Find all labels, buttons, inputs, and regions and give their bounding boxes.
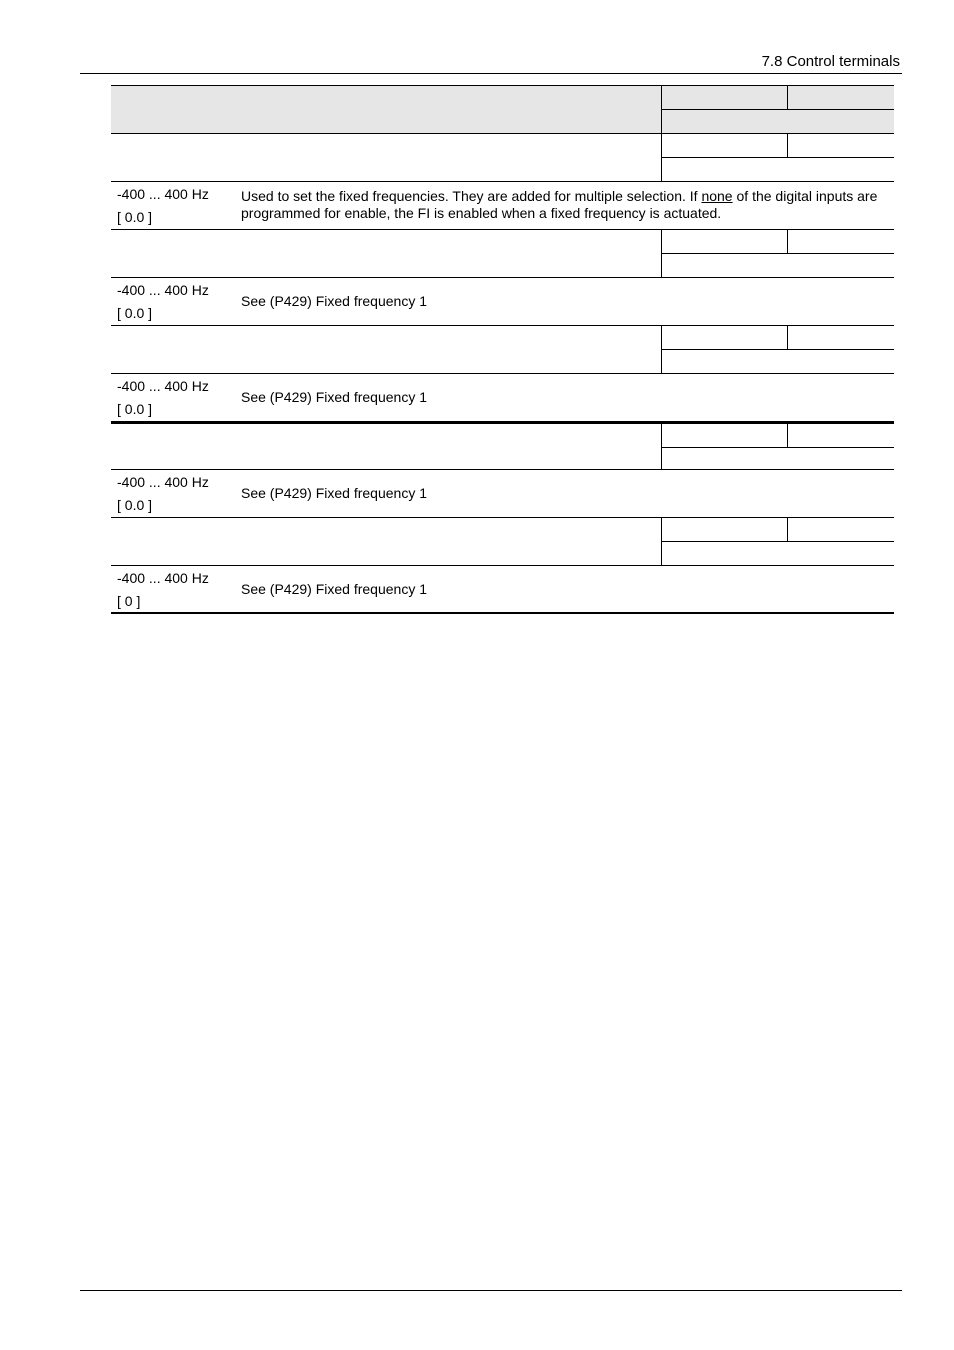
value-range: -400 ... 400 Hz xyxy=(117,186,209,202)
parameter-title-row-4 xyxy=(111,422,894,470)
parameter-description: See (P429) Fixed frequency 1 xyxy=(241,484,427,501)
parameter-table xyxy=(111,85,894,614)
parameter-value-row-5 xyxy=(111,566,894,614)
default-value: [ 0.0 ] xyxy=(117,401,153,417)
parameter-value-row-1 xyxy=(111,182,894,230)
parameter-title-row-5 xyxy=(111,518,894,566)
parameter-description: Used to set the fixed frequencies. They are added for multiple selection. If none of the digital inputs are programmed for enable, the FI is enabled when a fixed frequency is actuated. xyxy=(241,188,878,221)
default-value: [ 0.0 ] xyxy=(117,305,153,321)
default-value: [ 0 ] xyxy=(117,593,141,609)
parameter-description: See (P429) Fixed frequency 1 xyxy=(241,292,427,309)
value-range: -400 ... 400 Hz xyxy=(117,570,209,586)
parameter-title-row-1 xyxy=(111,134,894,182)
parameter-value-row-3 xyxy=(111,374,894,422)
header-rule xyxy=(80,73,902,74)
running-header: 7.8 Control terminals xyxy=(761,53,900,70)
parameter-title-row-3 xyxy=(111,326,894,374)
emphasis-none: none xyxy=(701,188,733,204)
parameter-title-row-2 xyxy=(111,230,894,278)
value-range: -400 ... 400 Hz xyxy=(117,474,209,490)
value-range: -400 ... 400 Hz xyxy=(117,282,209,298)
default-value: [ 0.0 ] xyxy=(117,497,153,513)
value-range: -400 ... 400 Hz xyxy=(117,378,209,394)
table-column-header xyxy=(111,85,894,134)
parameter-value-row-4 xyxy=(111,470,894,518)
parameter-description: See (P429) Fixed frequency 1 xyxy=(241,388,427,405)
parameter-value-row-2 xyxy=(111,278,894,326)
default-value: [ 0.0 ] xyxy=(117,209,153,225)
footer-rule xyxy=(80,1290,902,1291)
header-right-block xyxy=(661,86,894,133)
parameter-description: See (P429) Fixed frequency 1 xyxy=(241,580,427,597)
